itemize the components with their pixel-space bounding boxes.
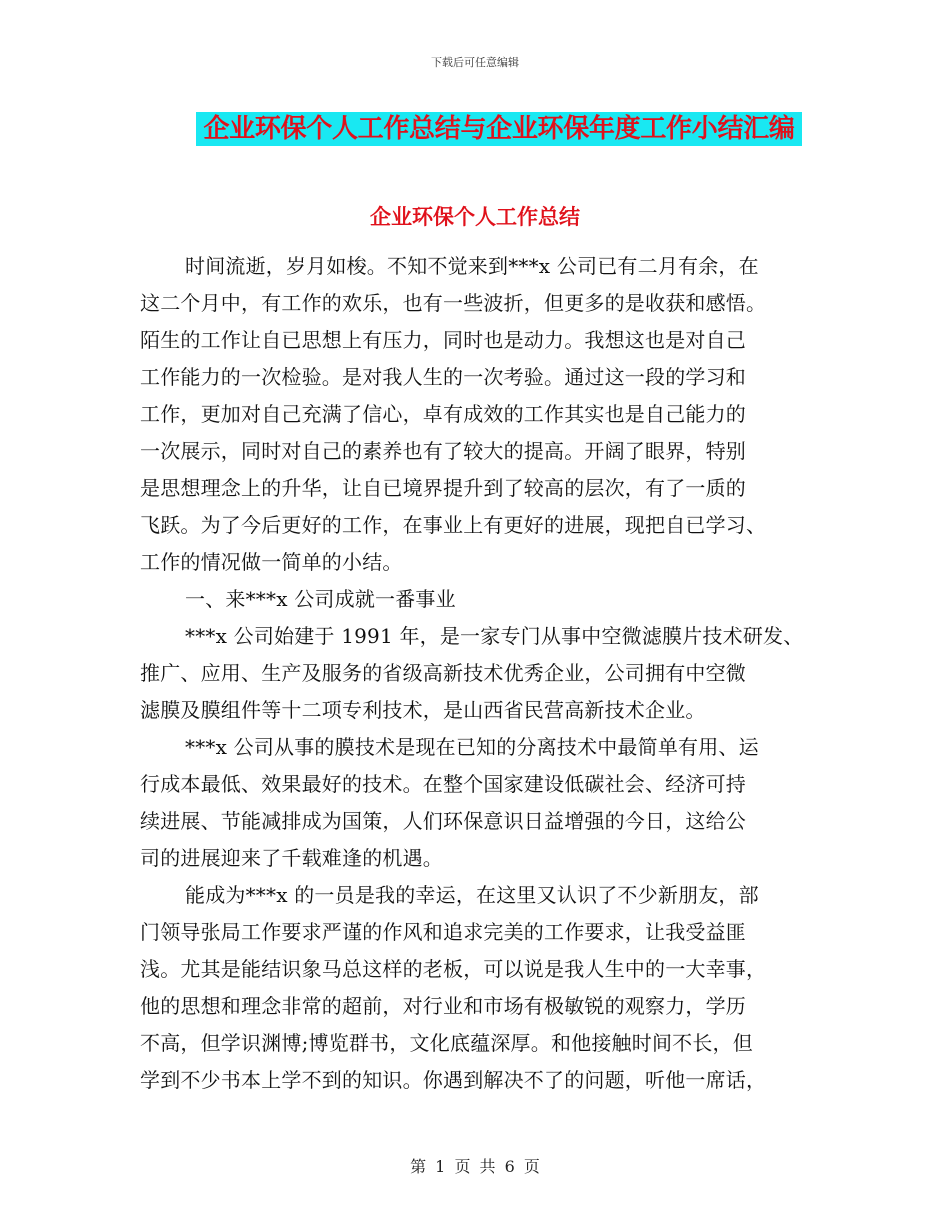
section-title: 企业环保个人工作总结: [370, 205, 580, 229]
document-title: 企业环保个人工作总结与企业环保年度工作小结汇编: [196, 112, 802, 146]
document-body: [140, 248, 830, 1099]
paragraph-line: 是思想理念上的升华，让自已境界提升到了较高的层次，有了一质的: [140, 476, 746, 500]
paragraph-line: 飞跃。为了今后更好的工作，在事业上有更好的进展，现把自已学习、: [140, 513, 767, 537]
paragraph-line: 工作，更加对自己充满了信心，卓有成效的工作其实也是自己能力的: [140, 402, 746, 426]
paragraph-line: 能成为***x 的一员是我的幸运，在这里又认识了不少新朋友，部: [185, 883, 759, 907]
paragraph-line: 滤膜及膜组件等十二项专利技术，是山西省民营高新技术企业。: [140, 698, 706, 722]
paragraph-line: 不高，但学识渊博;博览群书，文化底蕴深厚。和他接触时间不长，但: [140, 1031, 753, 1055]
page-footer: 第 1 页 共 6 页: [410, 1157, 540, 1176]
paragraph-line: 工作能力的一次检验。是对我人生的一次考验。通过这一段的学习和: [140, 365, 746, 389]
paragraph-line: ***x 公司始建于 1991 年，是一家专门从事中空微滤膜片技术研发、: [185, 624, 804, 648]
header-note: 下载后可任意编辑: [431, 56, 519, 69]
paragraph-line: 门领导张局工作要求严谨的作风和追求完美的工作要求，让我受益匪: [140, 920, 746, 944]
paragraph-line: 时间流逝，岁月如梭。不知不觉来到***x 公司已有二月有余，在: [185, 254, 759, 278]
paragraph-line: 推广、应用、生产及服务的省级高新技术优秀企业，公司拥有中空微: [140, 661, 746, 685]
subsection-heading: 一、来***x 公司成就一番事业: [185, 587, 456, 611]
paragraph-line: 学到不少书本上学不到的知识。你遇到解决不了的问题，听他一席话，: [140, 1068, 767, 1092]
paragraph-line: 这二个月中，有工作的欢乐，也有一些波折，但更多的是收获和感悟。: [140, 291, 767, 315]
paragraph-line: 一次展示，同时对自己的素养也有了较大的提高。开阔了眼界，特别: [140, 439, 746, 463]
paragraph-line: 工作的情况做一简单的小结。: [140, 550, 403, 574]
paragraph-line: 浅。尤其是能结识象马总这样的老板，可以说是我人生中的一大幸事，: [140, 957, 767, 981]
paragraph-line: ***x 公司从事的膜技术是现在已知的分离技术中最简单有用、运: [185, 735, 759, 759]
paragraph-line: 司的进展迎来了千载难逢的机遇。: [140, 846, 443, 870]
paragraph-line: 他的思想和理念非常的超前，对行业和市场有极敏锐的观察力，学历: [140, 994, 746, 1018]
paragraph-line: 行成本最低、效果最好的技术。在整个国家建设低碳社会、经济可持: [140, 772, 746, 796]
paragraph-line: 续进展、节能减排成为国策，人们环保意识日益增强的今日，这给公: [140, 809, 746, 833]
paragraph-line: 陌生的工作让自已思想上有压力，同时也是动力。我想这也是对自己: [140, 328, 746, 352]
